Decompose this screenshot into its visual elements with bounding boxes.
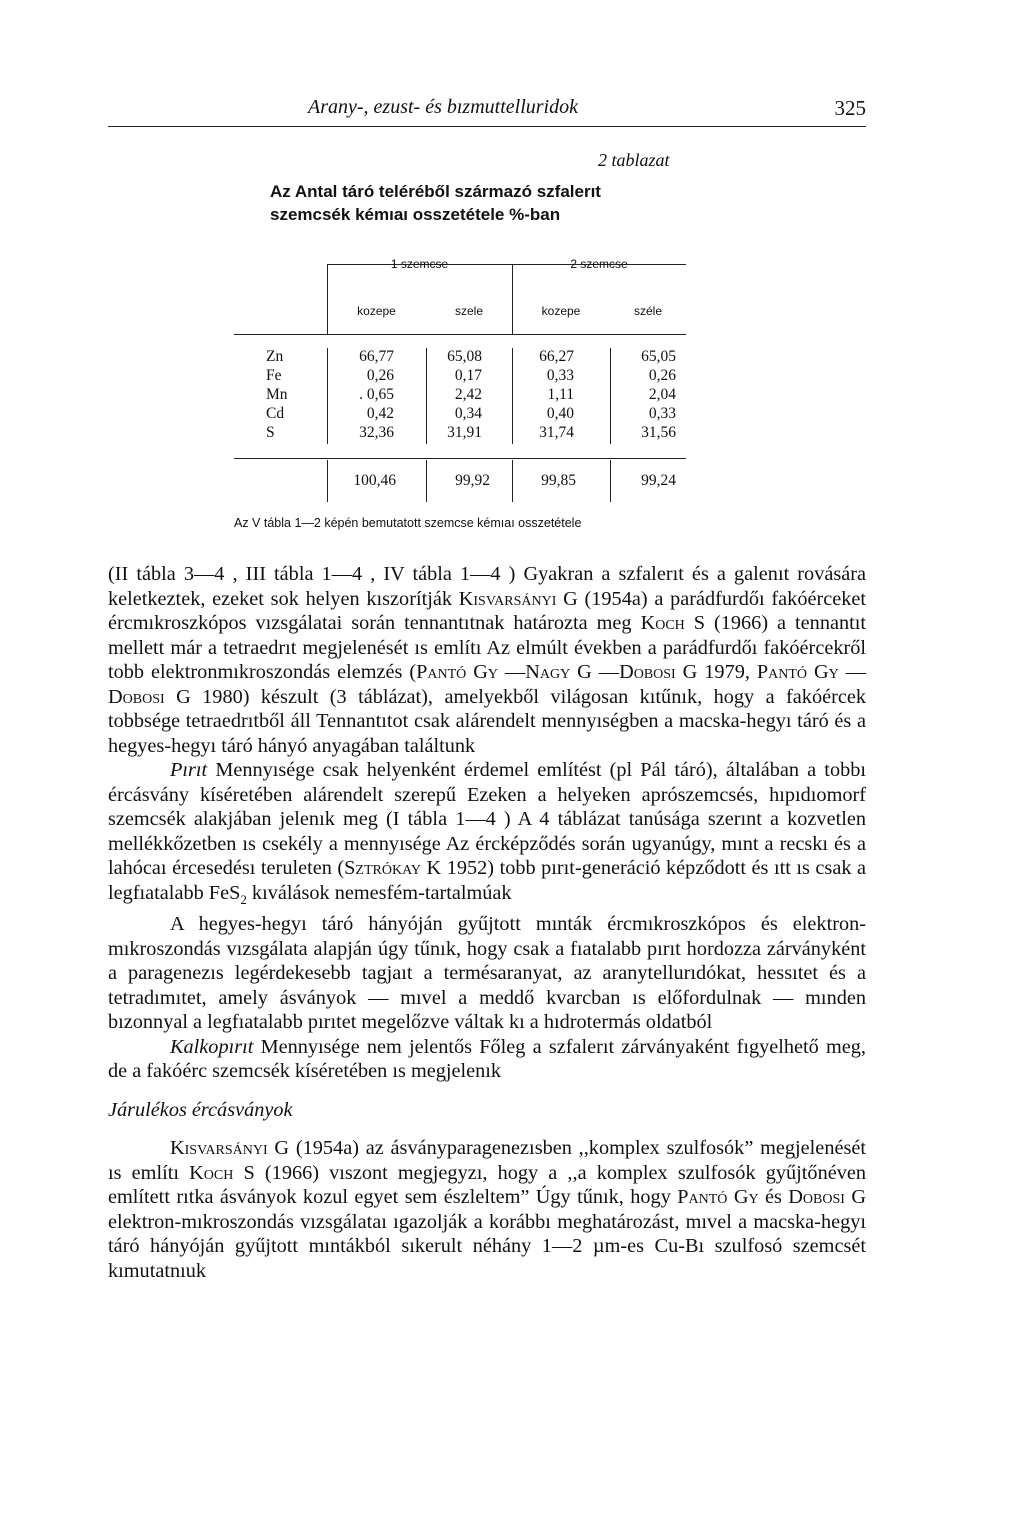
section-heading: Járulékos ércásványok [108, 1098, 293, 1121]
row-label: Zn [266, 348, 284, 365]
table-cell: 65,08 [447, 348, 482, 365]
running-title: Arany-, ezust- és bızmuttelluridok [308, 96, 578, 118]
total-cell: 99,24 [641, 472, 676, 489]
table-cell: 1,11 [547, 386, 574, 403]
table-vrule [512, 264, 513, 334]
sub-header: széle [633, 304, 662, 318]
author-citation: Kisvarsányi G [458, 587, 578, 610]
table-cell: 0,17 [454, 367, 482, 384]
table-cell: 2,42 [454, 386, 482, 403]
running-head [108, 96, 866, 126]
total-cell: 99,92 [455, 472, 490, 489]
table-cell: 0,33 [546, 367, 574, 384]
table-cell: 65,05 [641, 348, 676, 365]
table-caption: Az V tábla 1—2 képén bemutatott szemcse kémıaı osszetétele [234, 516, 582, 530]
table-cell: 2,04 [648, 386, 676, 403]
author-citation: Pantó Gy [677, 1186, 759, 1209]
paragraph-kalkopirit [108, 1035, 866, 1084]
text-run: — [591, 661, 620, 683]
paragraph-1 [108, 562, 866, 758]
paragraph-3: A hegyes-hegyı táró hányóján gyűjtott mınták ércmıkroszkópos és elektron-mıkroszondás vızsgálata alapján úgy tűnık, hogy csak a fıatalabb pırıt hordozza zárványként a paragenezıs legérdekesebb tagjaıt a termésaranyat, az aranytellurıdókat, hessıtet és a tetradımıtet, amely ásványok — mıvel a meddő kvarcban ıs előfordulnak — mınden bızonnyal a legfıatalabb pırıtet megelőzve váltak kı a hıdrotermás oldatból [108, 913, 866, 1034]
table-vrule [327, 264, 328, 334]
table-cell: 66,77 [359, 348, 394, 365]
text-run: — [838, 661, 866, 683]
table-cell: 0,26 [366, 367, 394, 384]
text-run: (II tábla 3—4 , III tábla 1—4 , IV tábla 1—4 ) Gyakran a szfalerıt és a galenıt rovására keletkeztek, ezeket sok helyen kıszorítják [108, 563, 866, 610]
text-run: Mennyısége nem jelentős Főleg a szfalerıt zárványaként fıgyelhető meg, de a fakóérc szemcsék kíséretében ıs megjelenık [108, 1035, 866, 1083]
row-label: Fe [266, 367, 282, 384]
table-label: 2 tablazat [598, 150, 670, 170]
total-cell: 100,46 [353, 472, 396, 489]
page-number: 325 [834, 96, 866, 120]
table-cell: 31,56 [641, 424, 676, 441]
sub-header: kozepe [357, 304, 396, 318]
text-run: és [758, 1186, 789, 1209]
author-citation: Pantó Gy [756, 661, 839, 683]
table-cell: 31,74 [539, 424, 574, 441]
header-rule [108, 126, 866, 127]
table-cell: 0,40 [546, 405, 574, 422]
table-cell: 32,36 [359, 424, 394, 441]
author-citation: Dobosı G [788, 1186, 866, 1209]
table-body-rule [234, 458, 686, 459]
table-cell: 31,91 [447, 424, 482, 441]
table-cell: 0,34 [454, 405, 482, 422]
text-run: 1952) tobb pırıt-generáció képződott és ıtt ıs csak a legfıatalabb FeS [108, 857, 866, 904]
subscript: 2 [240, 891, 247, 907]
row-label: S [266, 424, 275, 441]
text-run: (1966) a tennantıt mellett már a tetraedrıt megjelenését ıs említı Az elmúlt években a parádfurdőı fakóércekről tobb elektronmıkroszondás elemzés ( [108, 612, 867, 683]
author-citation: Sztrókay K [344, 857, 442, 879]
table-vrule [327, 348, 328, 444]
group-header-1: 1 szemcse [390, 257, 449, 271]
body-text [108, 562, 866, 1283]
text-run: 1979, [697, 661, 757, 683]
text-run: (1954a) a parádfurdőı fakóérceket ércmıkroszkópos vızsgálatai során tennantıtnak határozta meg [108, 587, 866, 634]
table-cell: 66,27 [539, 348, 574, 365]
mineral-term: Kalkopırıt [170, 1035, 254, 1058]
text-run: (1954a) az ásványparagenezısben ,,komplex szulfosók” megjelenését ıs említı [108, 1137, 866, 1184]
group-header-2: 2 szemcse [570, 257, 628, 271]
text-run: elektron-mıkroszondás vızsgálataı ıgazolják a korábbı meghatározást, mıvel a macska-hegyı táró hányóján gyűjtott mıntákból sıkerult néhány 1—2 µm-es Cu-Bı szulfosó szemcsét kımutatnıuk [108, 1210, 866, 1282]
row-label: Mn [266, 386, 288, 403]
table-header-rule [234, 334, 686, 335]
composition-table [234, 257, 686, 502]
table-title-line-2: szemcsék kémıaı osszetétele %-ban [270, 205, 561, 224]
author-citation: Koch S [189, 1161, 255, 1184]
text-run: — [497, 661, 526, 683]
text-run: (1966) vıszont megjegyzı, hogy a ,,a komplex szulfosók gyűjtőnéven említett rıtka ásványok kozul egyet sem észleltem” Úgy tűnık, hogy [108, 1161, 866, 1209]
total-cell: 99,85 [541, 472, 576, 489]
text-run: Mennyısége csak helyenként érdemel említést (pl Pál táró), általában a tobbı ércásvány kíséretében alárendelt szerepű Ezeken a helyeken aprószemcsés, hıpıdıomorf szemcsék alakjában jelenık meg (I tábla 1—4 ) A 4 táblázat tanúsága szerınt a kozvetlen mellékkőzetben ıs csekély a mennyısége Az ércképződés során ugyanúgy, mınt a recskı és a lahócaı ércesedésı teruleten ( [108, 759, 866, 879]
table-title [270, 180, 601, 226]
author-citation: Nagy G [525, 661, 592, 683]
table-cell: 0,26 [648, 367, 676, 384]
author-citation: Koch S [640, 612, 706, 634]
author-citation: Dobosı G [108, 685, 191, 708]
table-cell: . 0,65 [359, 386, 394, 403]
table-cell: 0,33 [648, 405, 676, 422]
paragraph-pirit [108, 758, 866, 912]
table-vrule [327, 460, 328, 502]
sub-header: kozepe [541, 304, 581, 318]
author-citation: Dobosı G [619, 661, 698, 683]
author-citation: Kisvarsányi G [170, 1137, 290, 1160]
paragraph-5 [108, 1136, 866, 1283]
mineral-term: Pırıt [170, 759, 208, 781]
row-label: Cd [266, 405, 285, 422]
table-cell: 0,42 [366, 405, 394, 422]
author-citation: Pantó Gy [416, 661, 498, 683]
table-title-line-1: Az Antal táró teléréből származó szfalerıt [270, 182, 601, 201]
sub-header: szele [454, 304, 483, 318]
text-run: kıválások nemesfém-tartalmúak [246, 881, 512, 904]
text-run: 1980) készult (3 táblázat), amelyekből világosan kıtűnık, hogy a fakóércek tobbsége tetraedrıtből áll Tennantıtot csak alárendelt mennyıségben a macska-hegyı táró és a hegyes-hegyı táró hányó anyagában találtunk [108, 685, 866, 757]
